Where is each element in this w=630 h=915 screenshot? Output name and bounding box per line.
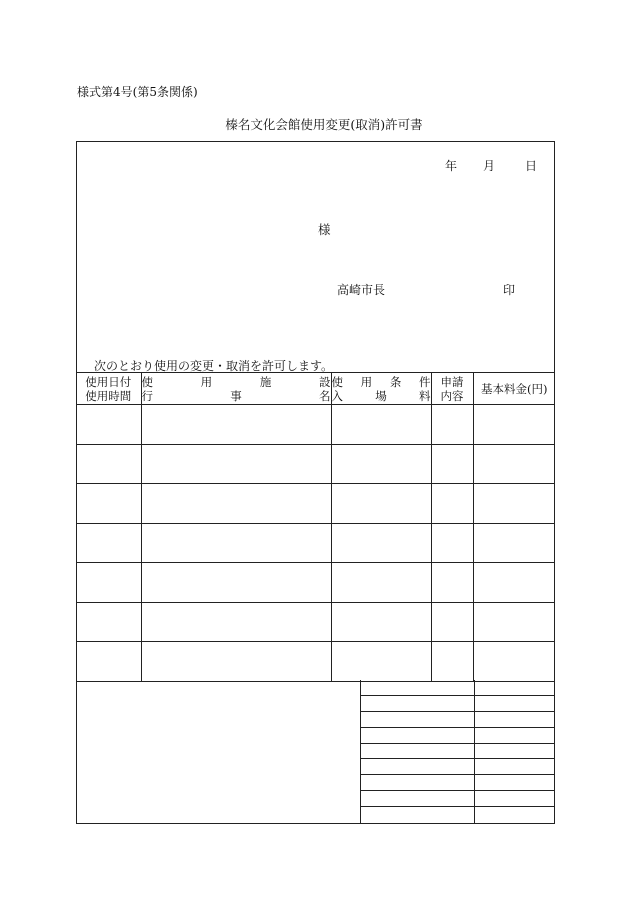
header-date: 使用日付 xyxy=(85,374,132,389)
year-label: 年 xyxy=(445,159,458,173)
table-cell[interactable] xyxy=(76,405,141,445)
header-char: 施 xyxy=(259,374,272,389)
header-event-name xyxy=(142,389,331,403)
table-cell[interactable] xyxy=(473,444,555,484)
header-content: 内容 xyxy=(440,388,464,403)
header-char: 使 xyxy=(141,374,153,389)
header-application: 申請 xyxy=(440,374,464,389)
header-char: 料 xyxy=(419,388,431,403)
fee-breakdown-row[interactable] xyxy=(361,712,555,728)
header-admission-fee xyxy=(332,389,431,403)
header-char: 使 xyxy=(331,374,343,389)
table-cell[interactable] xyxy=(431,484,473,524)
table-row xyxy=(76,405,555,445)
table-cell[interactable] xyxy=(331,563,431,603)
table-cell[interactable] xyxy=(331,602,431,642)
header-application-content xyxy=(431,373,473,405)
table-cell[interactable] xyxy=(141,405,331,445)
table-cell[interactable] xyxy=(431,405,473,445)
header-date-time xyxy=(76,373,141,405)
header-char: 名 xyxy=(319,388,331,403)
table-row xyxy=(76,523,555,563)
table-cell[interactable] xyxy=(141,484,331,524)
seal-mark: 印 xyxy=(503,283,516,297)
day-label: 日 xyxy=(525,159,538,173)
table-cell[interactable] xyxy=(76,602,141,642)
usage-table xyxy=(76,372,555,682)
table-cell[interactable] xyxy=(473,523,555,563)
table-cell[interactable] xyxy=(141,444,331,484)
form-number: 様式第4号(第5条関係) xyxy=(77,85,198,99)
table-cell[interactable] xyxy=(331,444,431,484)
issue-date xyxy=(445,157,537,174)
remarks-area xyxy=(76,680,360,824)
header-char: 用 xyxy=(200,374,213,389)
header-char: 件 xyxy=(418,374,431,389)
header-conditions-admission xyxy=(331,373,431,405)
table-cell[interactable] xyxy=(331,642,431,682)
table-row xyxy=(76,444,555,484)
fee-breakdown-row[interactable] xyxy=(361,807,555,822)
table-cell[interactable] xyxy=(431,642,473,682)
table-cell[interactable] xyxy=(141,602,331,642)
table-cell[interactable] xyxy=(331,523,431,563)
document-title: 榛名文化会館使用変更(取消)許可書 xyxy=(225,117,423,132)
header-facility xyxy=(142,375,331,389)
intro-text: 次のとおり使用の変更・取消を許可します。 xyxy=(94,359,334,373)
table-row xyxy=(76,602,555,642)
table-cell[interactable] xyxy=(76,523,141,563)
month-label: 月 xyxy=(483,159,496,173)
table-header-row xyxy=(76,373,555,405)
header-char: 設 xyxy=(318,374,331,389)
fee-breakdown-row[interactable] xyxy=(361,791,555,807)
table-cell[interactable] xyxy=(473,642,555,682)
fee-breakdown-grid xyxy=(360,680,555,824)
table-cell[interactable] xyxy=(141,523,331,563)
table-cell[interactable] xyxy=(431,444,473,484)
table-row xyxy=(76,563,555,603)
table-cell[interactable] xyxy=(76,444,141,484)
fee-breakdown-row[interactable] xyxy=(361,775,555,791)
table-cell[interactable] xyxy=(473,405,555,445)
table-cell[interactable] xyxy=(331,484,431,524)
fee-breakdown-row[interactable] xyxy=(361,696,555,712)
header-facility-event xyxy=(141,373,331,405)
table-cell[interactable] xyxy=(141,563,331,603)
fee-breakdown-row[interactable] xyxy=(361,759,555,775)
header-time: 使用時間 xyxy=(85,388,132,403)
header-char: 入 xyxy=(331,388,343,403)
fee-breakdown-row[interactable] xyxy=(361,728,555,744)
addressee-honorific: 様 xyxy=(318,222,331,237)
table-cell[interactable] xyxy=(431,563,473,603)
table-cell[interactable] xyxy=(473,602,555,642)
fee-breakdown-row[interactable] xyxy=(361,680,555,696)
fee-breakdown-row[interactable] xyxy=(361,744,555,760)
table-cell[interactable] xyxy=(76,642,141,682)
table-cell[interactable] xyxy=(76,484,141,524)
header-base-fee: 基本料金(円) xyxy=(473,373,555,405)
table-cell[interactable] xyxy=(431,602,473,642)
header-char: 事 xyxy=(230,388,242,403)
table-cell[interactable] xyxy=(76,563,141,603)
table-cell[interactable] xyxy=(431,523,473,563)
header-conditions xyxy=(332,375,431,389)
table-cell[interactable] xyxy=(473,484,555,524)
table-cell[interactable] xyxy=(331,405,431,445)
table-row xyxy=(76,642,555,682)
header-char: 条 xyxy=(389,374,402,389)
header-char: 行 xyxy=(141,388,153,403)
header-char: 場 xyxy=(375,388,387,403)
header-char: 用 xyxy=(360,374,373,389)
table-row xyxy=(76,484,555,524)
issuer-name: 高崎市長 xyxy=(337,283,386,297)
table-cell[interactable] xyxy=(473,563,555,603)
table-cell[interactable] xyxy=(141,642,331,682)
